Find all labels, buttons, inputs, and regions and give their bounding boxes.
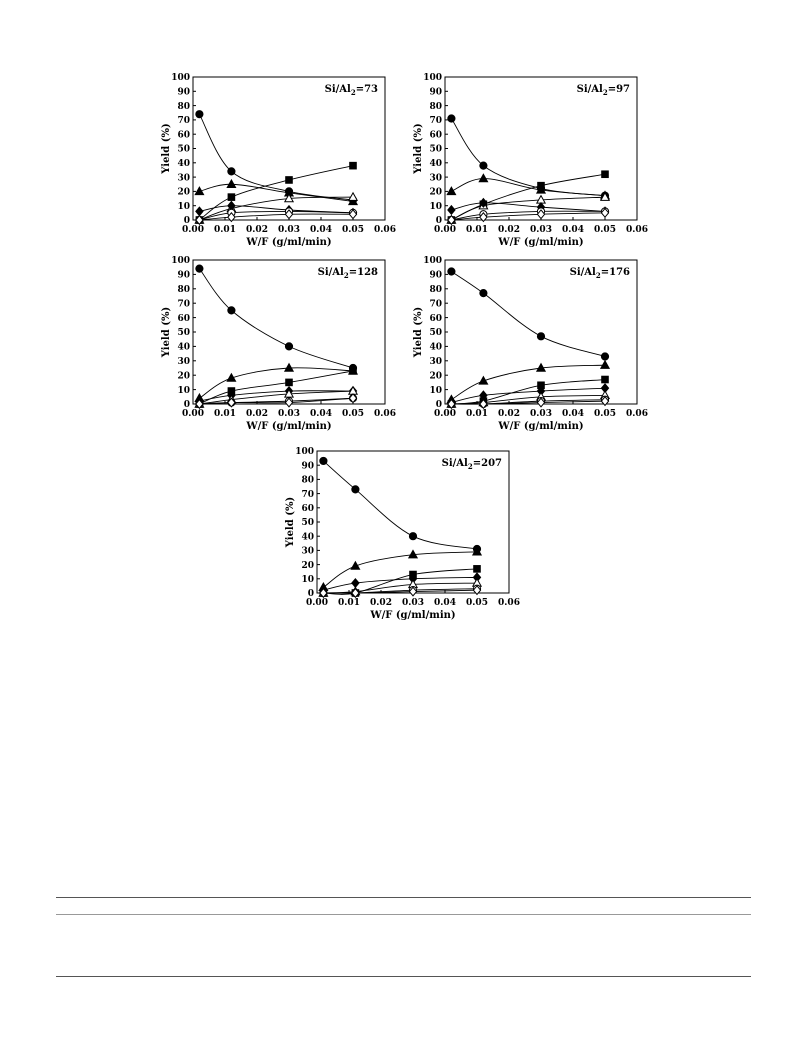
series-line	[451, 272, 605, 357]
y-tick-label: 80	[177, 285, 190, 295]
series-line	[199, 214, 353, 220]
series-open-triangle	[195, 193, 357, 223]
y-tick-label: 20	[429, 187, 442, 198]
y-tick-label: 60	[429, 313, 442, 324]
y-tick-label: 80	[429, 101, 442, 112]
data-point	[349, 193, 357, 201]
y-tick-label: 60	[301, 504, 314, 514]
series-filled-circle	[196, 111, 357, 204]
x-tick-label: 0.06	[626, 225, 648, 235]
series-filled-circle	[448, 115, 609, 199]
chart-title-subscript: 2	[595, 271, 601, 280]
y-tick-label: 30	[429, 173, 442, 184]
x-tick-label: 0.00	[434, 225, 456, 235]
data-point	[448, 115, 455, 122]
x-tick-label: 0.02	[246, 409, 268, 419]
series-filled-triangle	[319, 548, 481, 591]
data-point	[409, 533, 416, 540]
x-tick-label: 0.06	[374, 409, 396, 419]
y-tick-label: 40	[177, 159, 190, 169]
y-tick-label: 10	[429, 385, 442, 396]
x-tick-label: 0.04	[562, 225, 584, 235]
data-point	[286, 379, 293, 386]
x-tick-label: 0.05	[594, 409, 616, 419]
chart-title-main: Si/Al	[317, 267, 344, 278]
data-point	[474, 566, 481, 573]
data-point	[352, 579, 359, 588]
data-point	[602, 376, 609, 383]
y-tick-label: 100	[295, 447, 314, 458]
data-point	[537, 333, 544, 340]
chart-title-main: Si/Al	[569, 267, 596, 278]
y-tick-label: 30	[429, 357, 442, 367]
series-line	[451, 118, 605, 195]
y-tick-label: 10	[177, 385, 190, 396]
y-tick-label: 80	[177, 101, 190, 112]
y-tick-label: 0	[183, 400, 190, 411]
series-filled-diamond	[320, 573, 481, 594]
chart-title-tail: =207	[472, 458, 502, 469]
data-point	[196, 207, 203, 216]
series-open-triangle	[447, 391, 609, 407]
data-point	[448, 206, 455, 215]
data-point	[480, 162, 487, 169]
y-tick-label: 100	[423, 256, 442, 267]
data-point	[350, 368, 357, 375]
y-tick-label: 0	[307, 589, 314, 600]
data-point	[228, 307, 235, 314]
y-tick-label: 30	[177, 173, 190, 184]
series-filled-triangle	[195, 364, 357, 402]
x-tick-label: 0.00	[182, 225, 204, 235]
y-tick-label: 100	[171, 73, 190, 84]
chart-title-subscript: 2	[343, 271, 349, 280]
x-tick-label: 0.05	[594, 225, 616, 235]
y-tick-label: 20	[429, 371, 442, 382]
series-line	[199, 184, 353, 201]
data-point	[228, 194, 235, 201]
x-tick-label: 0.02	[498, 225, 520, 235]
y-axis-label: Yield (%)	[161, 123, 172, 174]
x-tick-label: 0.03	[530, 409, 552, 419]
y-tick-label: 50	[429, 328, 442, 339]
series-line	[199, 211, 353, 220]
x-tick-label: 0.01	[466, 225, 488, 235]
y-tick-label: 0	[183, 216, 190, 227]
chart-panel-5	[285, 447, 520, 621]
x-axis-label: W/F (g/ml/min)	[246, 237, 332, 248]
series-line	[451, 365, 605, 400]
chart-title	[577, 84, 630, 97]
table-header-rule	[56, 914, 751, 915]
x-tick-label: 0.05	[342, 225, 364, 235]
y-tick-label: 60	[177, 130, 190, 141]
data-point	[480, 290, 487, 297]
x-tick-label: 0.06	[374, 225, 396, 235]
y-tick-label: 50	[301, 518, 314, 529]
chart-title-main: Si/Al	[441, 458, 468, 469]
x-tick-label: 0.06	[498, 598, 520, 608]
y-tick-label: 60	[177, 313, 190, 324]
series-filled-triangle	[447, 361, 609, 403]
chart-title-main: Si/Al	[324, 84, 351, 95]
y-tick-label: 50	[429, 144, 442, 155]
x-tick-label: 0.06	[626, 409, 648, 419]
x-tick-label: 0.02	[498, 409, 520, 419]
data-point	[227, 180, 235, 188]
chart-title-main: Si/Al	[576, 84, 603, 95]
y-axis-label: Yield (%)	[285, 496, 296, 548]
series-line	[323, 577, 477, 590]
y-tick-label: 100	[423, 73, 442, 84]
y-tick-label: 90	[301, 461, 314, 472]
series-line	[323, 552, 477, 588]
x-tick-label: 0.03	[402, 598, 424, 608]
chart-title-tail: =97	[607, 84, 630, 95]
x-tick-label: 0.00	[182, 409, 204, 419]
chart-title-tail: =73	[355, 84, 378, 95]
data-point	[228, 168, 235, 175]
series-open-triangle	[447, 193, 609, 223]
data-point	[601, 361, 609, 369]
data-point	[447, 187, 455, 195]
chart-panel-4	[413, 256, 648, 432]
x-tick-label: 0.05	[342, 409, 364, 419]
data-point	[448, 268, 455, 275]
chart-title-subscript: 2	[350, 88, 356, 97]
series-line	[199, 114, 353, 200]
x-tick-label: 0.03	[530, 225, 552, 235]
series-line	[199, 269, 353, 368]
series-line	[323, 461, 477, 549]
x-tick-label: 0.01	[466, 409, 488, 419]
x-tick-label: 0.05	[466, 598, 488, 608]
y-tick-label: 10	[429, 201, 442, 212]
y-tick-label: 70	[177, 299, 190, 310]
x-tick-label: 0.04	[310, 409, 332, 419]
table-bottom-rule	[56, 976, 751, 977]
series-filled-circle	[196, 265, 357, 372]
y-tick-label: 20	[177, 371, 190, 382]
y-tick-label: 100	[171, 256, 190, 267]
y-tick-label: 30	[301, 546, 314, 557]
series-line	[199, 391, 353, 404]
y-tick-label: 40	[301, 532, 314, 543]
chart-title-subscript: 2	[602, 88, 608, 97]
x-tick-label: 0.02	[246, 225, 268, 235]
y-tick-label: 90	[177, 87, 190, 98]
chart-panel-1	[161, 73, 396, 248]
data-point	[602, 171, 609, 178]
x-tick-label: 0.02	[370, 598, 392, 608]
y-tick-label: 20	[177, 187, 190, 198]
chart-title	[442, 458, 502, 471]
series-filled-circle	[320, 457, 481, 552]
series-line	[451, 197, 605, 220]
chart-title	[570, 267, 630, 280]
chart-title-tail: =128	[348, 267, 378, 278]
x-tick-label: 0.01	[214, 225, 236, 235]
x-tick-label: 0.01	[338, 598, 360, 608]
y-tick-label: 90	[429, 87, 442, 98]
y-tick-label: 70	[429, 299, 442, 310]
series-filled-circle	[448, 268, 609, 360]
y-tick-label: 70	[429, 116, 442, 127]
x-tick-label: 0.00	[306, 598, 328, 608]
y-tick-label: 40	[429, 342, 442, 353]
series-line	[451, 213, 605, 220]
y-tick-label: 0	[435, 216, 442, 227]
y-tick-label: 70	[301, 489, 314, 500]
y-tick-label: 10	[301, 575, 314, 585]
x-axis-label: W/F (g/ml/min)	[246, 421, 332, 432]
y-tick-label: 60	[429, 130, 442, 141]
chart-panel-2	[413, 73, 648, 248]
table-top-rule	[56, 897, 751, 898]
chart-title-subscript: 2	[467, 462, 473, 471]
data-point	[320, 457, 327, 464]
chart-title	[325, 84, 378, 97]
data-point	[285, 343, 292, 350]
y-tick-label: 0	[435, 400, 442, 411]
series-open-circle	[196, 208, 357, 224]
data-point	[601, 353, 608, 360]
y-tick-label: 90	[429, 270, 442, 281]
x-tick-label: 0.03	[278, 409, 300, 419]
y-tick-label: 90	[177, 270, 190, 281]
chart-title	[318, 267, 378, 280]
data-point	[350, 162, 357, 169]
y-axis-label: Yield (%)	[413, 306, 424, 358]
data-point	[479, 174, 487, 182]
x-axis-label: W/F (g/ml/min)	[498, 237, 584, 248]
x-tick-label: 0.04	[310, 225, 332, 235]
data-point	[286, 177, 293, 184]
chart-title-tail: =176	[600, 267, 630, 278]
data-point	[196, 111, 203, 118]
y-tick-label: 70	[177, 116, 190, 127]
x-tick-label: 0.00	[434, 409, 456, 419]
data-point	[196, 265, 203, 272]
y-tick-label: 40	[177, 342, 190, 353]
y-axis-label: Yield (%)	[161, 306, 172, 358]
series-line	[451, 179, 605, 196]
x-tick-label: 0.04	[434, 598, 456, 608]
x-axis-label: W/F (g/ml/min)	[370, 610, 456, 621]
data-point	[538, 182, 545, 189]
x-tick-label: 0.01	[214, 409, 236, 419]
y-tick-label: 20	[301, 560, 314, 571]
series-filled-triangle	[447, 174, 609, 199]
y-tick-label: 50	[177, 144, 190, 155]
y-axis-label: Yield (%)	[413, 123, 424, 174]
y-tick-label: 80	[429, 285, 442, 295]
y-tick-label: 50	[177, 328, 190, 339]
x-tick-label: 0.03	[278, 225, 300, 235]
series-line	[451, 211, 605, 220]
y-tick-label: 30	[177, 357, 190, 367]
y-tick-label: 40	[429, 159, 442, 169]
chart-panel-3	[161, 256, 396, 432]
data-point	[352, 486, 359, 493]
x-axis-label: W/F (g/ml/min)	[498, 421, 584, 432]
y-tick-label: 80	[301, 475, 314, 486]
y-tick-label: 10	[177, 201, 190, 212]
x-tick-label: 0.04	[562, 409, 584, 419]
series-open-diamond	[320, 586, 481, 597]
series-line	[451, 203, 605, 212]
